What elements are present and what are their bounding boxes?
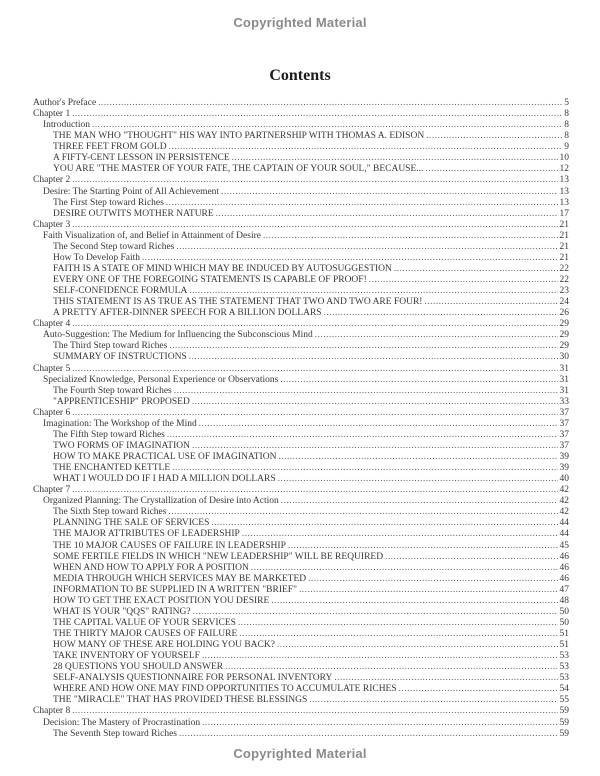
- toc-entry-title: SOME FERTILE FIELDS IN WHICH "NEW LEADERSHIP" WILL BE REQUIRED: [53, 551, 384, 562]
- toc-entry-page: 53: [559, 662, 569, 673]
- dot-leader: [324, 307, 558, 318]
- toc-entry-title: The First Step toward Riches: [53, 197, 164, 208]
- toc-entry-page: 37: [559, 407, 569, 418]
- toc-entry-title: MEDIA THROUGH WHICH SERVICES MAY BE MARKETED: [53, 573, 307, 584]
- toc-entry: [33, 396, 569, 407]
- toc-entry: [33, 174, 569, 185]
- toc-entry: [33, 385, 569, 396]
- toc-entry-page: 37: [559, 440, 569, 451]
- toc-entry-page: 50: [559, 617, 569, 628]
- toc-entry-page: 29: [559, 341, 569, 352]
- toc-entry-title: PLANNING THE SALE OF SERVICES: [53, 518, 210, 529]
- toc-entry-page: 9: [564, 142, 569, 153]
- toc-entry: [33, 595, 569, 606]
- toc-entry-page: 24: [559, 297, 569, 308]
- toc-entry: [33, 141, 569, 152]
- toc-entry-title: Specialized Knowledge, Personal Experience or Observations: [43, 374, 279, 385]
- toc-entry-title: Organized Planning: The Crystallization of Desire into Action: [43, 496, 279, 507]
- toc-entry-page: 53: [559, 651, 569, 662]
- toc-entry: [33, 628, 569, 639]
- toc-entry: [33, 285, 569, 296]
- toc-entry-title: HOW TO GET THE EXACT POSITION YOU DESIRE: [53, 595, 270, 606]
- toc-entry-page: 22: [559, 263, 569, 274]
- toc-entry-page: 22: [559, 275, 569, 285]
- toc-entry: [33, 473, 569, 484]
- toc-entry-page: 8: [564, 109, 569, 120]
- toc-entry-title: A FIFTY-CENT LESSON IN PERSISTENCE: [53, 153, 230, 164]
- toc-entry-title: Chapter 6: [33, 407, 71, 418]
- copyright-notice-top: Copyrighted Material: [233, 15, 367, 30]
- dot-leader: [211, 517, 557, 528]
- dot-leader: [72, 108, 562, 119]
- dot-leader: [369, 274, 558, 285]
- toc-entry-title: The Fourth Step toward Riches: [53, 385, 172, 396]
- dot-leader: [280, 374, 557, 385]
- toc-entry: [33, 418, 569, 429]
- toc-entry: [33, 108, 569, 119]
- toc-entry-page: 17: [559, 208, 569, 219]
- toc-entry: [33, 717, 569, 728]
- toc-entry-page: 5: [564, 98, 569, 108]
- toc-entry: [33, 130, 569, 141]
- toc-entry: [33, 617, 569, 628]
- dot-leader: [169, 141, 563, 152]
- toc-entry-title: TAKE INVENTORY OF YOURSELF: [53, 651, 200, 662]
- toc-entry-title: FAITH IS A STATE OF MIND WHICH MAY BE INDUCED BY AUTOSUGGESTION: [53, 263, 392, 274]
- toc-entry: [33, 672, 569, 683]
- toc-entry: [33, 551, 569, 562]
- toc-entry-title: WHAT IS YOUR "QQS" RATING?: [53, 606, 191, 617]
- toc-entry: [33, 584, 569, 595]
- toc-entry-page: 21: [559, 252, 569, 263]
- toc-entry: [33, 186, 569, 197]
- toc-entry-page: 8: [564, 120, 569, 131]
- toc-entry-title: TWO FORMS OF IMAGINATION: [53, 440, 190, 451]
- dot-leader: [238, 617, 558, 628]
- toc-entry-title: THE MAN WHO "THOUGHT" HIS WAY INTO PARTNERSHIP WITH THOMAS A. EDISON: [53, 131, 425, 142]
- toc-entry-title: THE CAPITAL VALUE OF YOUR SERVICES: [53, 617, 236, 628]
- toc-entry-title: THIS STATEMENT IS AS TRUE AS THE STATEMENT THAT TWO AND TWO ARE FOUR!: [53, 297, 423, 308]
- dot-leader: [72, 318, 557, 329]
- toc-entry: [33, 694, 569, 705]
- toc-entry: [33, 462, 569, 473]
- toc-entry-title: Chapter 3: [33, 219, 71, 230]
- toc-entry: [33, 197, 569, 208]
- toc-entry-page: 10: [559, 153, 569, 164]
- toc-entry-title: The Sixth Step toward Riches: [53, 507, 167, 518]
- toc-entry: [33, 263, 569, 274]
- toc-entry: [33, 163, 569, 174]
- toc-entry-page: 21: [559, 230, 569, 241]
- dot-leader: [192, 396, 558, 407]
- toc-entry-page: 45: [559, 540, 569, 551]
- dot-leader: [278, 473, 558, 484]
- dot-leader: [98, 97, 562, 108]
- toc-entry-page: 30: [559, 352, 569, 363]
- toc-entry: [33, 650, 569, 661]
- dot-leader: [189, 285, 557, 296]
- toc-entry-page: 59: [559, 717, 569, 728]
- toc-entry-page: 13: [559, 197, 569, 208]
- toc-entry-title: The Fifth Step toward Riches: [53, 429, 165, 440]
- toc-entry: [33, 540, 569, 551]
- toc-entry: [33, 152, 569, 163]
- dot-leader: [308, 573, 557, 584]
- toc-entry-page: 48: [559, 595, 569, 606]
- dot-leader: [167, 429, 558, 440]
- toc-entry-title: Introduction: [43, 120, 90, 131]
- dot-leader: [299, 584, 558, 595]
- toc-entry-title: Chapter 4: [33, 319, 71, 330]
- toc-entry-page: 53: [559, 673, 569, 684]
- dot-leader: [221, 186, 557, 197]
- toc-entry-page: 39: [559, 463, 569, 474]
- dot-leader: [174, 385, 558, 396]
- toc-entry-title: Decision: The Mastery of Procrastination: [43, 717, 201, 728]
- dot-leader: [169, 340, 557, 351]
- dot-leader: [424, 296, 557, 307]
- toc-entry-title: Chapter 1: [33, 109, 71, 120]
- toc-entry: [33, 241, 569, 252]
- dot-leader: [232, 152, 558, 163]
- toc-entry-page: 39: [559, 452, 569, 462]
- toc-entry-page: 44: [559, 529, 569, 540]
- toc-entry-page: 46: [559, 573, 569, 584]
- toc-entry: [33, 661, 569, 672]
- dot-leader: [202, 650, 558, 661]
- dot-leader: [277, 639, 558, 650]
- toc-entry: [33, 363, 569, 374]
- toc-entry: [33, 340, 569, 351]
- toc-entry-page: 13: [559, 175, 569, 186]
- dot-leader: [239, 628, 557, 639]
- toc-entry-page: 40: [559, 474, 569, 485]
- toc-entry: [33, 274, 569, 285]
- dot-leader: [179, 728, 557, 739]
- dot-leader: [281, 495, 558, 506]
- toc-entry-page: 37: [559, 429, 569, 440]
- toc-entry-title: Desire: The Starting Point of All Achievement: [43, 186, 220, 197]
- toc-entry: [33, 451, 569, 462]
- dot-leader: [172, 462, 557, 473]
- toc-entry-title: SELF-CONFIDENCE FORMULA: [53, 286, 188, 297]
- dot-leader: [166, 197, 558, 208]
- dot-leader: [199, 418, 558, 429]
- toc-entry: [33, 429, 569, 440]
- toc-entry-page: 46: [559, 562, 569, 573]
- toc-entry-page: 47: [559, 584, 569, 595]
- toc-entry: [33, 440, 569, 451]
- toc-entry-title: HOW MANY OF THESE ARE HOLDING YOU BACK?: [53, 640, 275, 651]
- dot-leader: [251, 562, 558, 573]
- toc-entry: [33, 374, 569, 385]
- dot-leader: [142, 252, 557, 263]
- dot-leader: [399, 683, 558, 694]
- toc-entry-title: Chapter 2: [33, 175, 71, 186]
- dot-leader: [192, 440, 558, 451]
- toc-entry-title: Faith Visualization of, and Belief in Attainment of Desire: [43, 230, 261, 241]
- dot-leader: [288, 540, 558, 551]
- toc-entry: [33, 252, 569, 263]
- toc-entry-page: 54: [559, 684, 569, 695]
- dot-leader: [242, 528, 558, 539]
- toc-entry-page: 33: [559, 396, 569, 407]
- toc-entry: [33, 606, 569, 617]
- toc-entry-page: 29: [559, 330, 569, 341]
- toc-entry: [33, 562, 569, 573]
- toc-entry: [33, 230, 569, 241]
- toc-entry-title: Chapter 7: [33, 485, 71, 496]
- toc-entry-title: Chapter 5: [33, 363, 71, 374]
- toc-entry: [33, 506, 569, 517]
- toc-entry-title: Chapter 8: [33, 706, 71, 717]
- toc-entry-title: THE ENCHANTED KETTLE: [53, 463, 171, 474]
- dot-leader: [334, 672, 557, 683]
- toc-entry-page: 12: [559, 164, 569, 175]
- toc-entry-page: 8: [564, 131, 569, 142]
- toc-entry-page: 55: [559, 695, 569, 706]
- dot-leader: [168, 506, 557, 517]
- dot-leader: [176, 241, 557, 252]
- toc-entry-title: SELF-ANALYSIS QUESTIONNAIRE FOR PERSONAL INVENTORY: [53, 673, 333, 684]
- toc-entry-title: The Second Step toward Riches: [53, 241, 175, 252]
- toc-entry-page: 59: [559, 706, 569, 717]
- dot-leader: [202, 717, 557, 728]
- toc-entry-page: 21: [559, 219, 569, 230]
- toc-entry-page: 31: [559, 374, 569, 385]
- dot-leader: [72, 407, 557, 418]
- toc-entry-page: 26: [559, 308, 569, 319]
- toc-entry: [33, 517, 569, 528]
- dot-leader: [225, 661, 557, 672]
- toc-entry: [33, 484, 569, 495]
- toc-entry-page: 31: [559, 363, 569, 374]
- toc-entry-page: 51: [559, 629, 569, 639]
- toc-entry-title: YOU ARE "THE MASTER OF YOUR FATE, THE CAPTAIN OF YOUR SOUL," BECAUSE...: [53, 164, 424, 175]
- toc-entry: [33, 97, 569, 108]
- toc-entry-page: 31: [559, 385, 569, 396]
- dot-leader: [263, 230, 558, 241]
- toc-entry-page: 21: [559, 241, 569, 252]
- dot-leader: [72, 484, 557, 495]
- toc-entry-title: 28 QUESTIONS YOU SHOULD ANSWER: [53, 662, 224, 673]
- toc-entry-title: "APPRENTICESHIP" PROPOSED: [53, 396, 190, 407]
- toc-entry: [33, 318, 569, 329]
- toc-entry-page: 37: [559, 418, 569, 429]
- toc-entry: [33, 351, 569, 362]
- toc-entry-title: THE 10 MAJOR CAUSES OF FAILURE IN LEADERSHIP: [53, 540, 286, 551]
- toc-entry-page: 59: [559, 728, 569, 739]
- toc-entry: [33, 639, 569, 650]
- toc-entry-page: 50: [559, 606, 569, 617]
- toc-entry-title: How To Develop Faith: [53, 252, 141, 263]
- dot-leader: [425, 163, 557, 174]
- dot-leader: [394, 263, 558, 274]
- toc-entry: [33, 307, 569, 318]
- toc-entry-title: Author's Preface: [33, 98, 97, 108]
- dot-leader: [72, 363, 557, 374]
- toc-entry: [33, 528, 569, 539]
- toc-entry: [33, 219, 569, 230]
- toc-entry-title: THE THIRTY MAJOR CAUSES OF FAILURE: [53, 629, 238, 639]
- toc-entry-page: 29: [559, 319, 569, 330]
- toc-entry-title: DESIRE OUTWITS MOTHER NATURE: [53, 208, 214, 219]
- toc-entry: [33, 728, 569, 739]
- toc-list: [33, 97, 569, 739]
- toc-entry-page: 46: [559, 551, 569, 562]
- toc-entry: [33, 119, 569, 130]
- toc-entry: [33, 573, 569, 584]
- toc-entry-title: WHERE AND HOW ONE MAY FIND OPPORTUNITIES TO ACCUMULATE RICHES: [53, 684, 397, 695]
- toc-entry: [33, 329, 569, 340]
- dot-leader: [72, 705, 557, 716]
- toc-entry-page: 42: [559, 485, 569, 496]
- dot-leader: [271, 595, 557, 606]
- dot-leader: [216, 208, 558, 219]
- toc-entry: [33, 705, 569, 716]
- toc-entry: [33, 495, 569, 506]
- dot-leader: [385, 551, 557, 562]
- toc-entry-title: HOW TO MAKE PRACTICAL USE OF IMAGINATION: [53, 452, 277, 462]
- toc-entry: [33, 296, 569, 307]
- toc-entry-page: 42: [559, 496, 569, 507]
- toc-entry-title: The Third Step toward Riches: [53, 341, 168, 352]
- toc-entry-title: WHEN AND HOW TO APPLY FOR A POSITION: [53, 562, 249, 573]
- page-title: Contents: [269, 67, 331, 84]
- dot-leader: [315, 329, 558, 340]
- toc-entry-title: WHAT I WOULD DO IF I HAD A MILLION DOLLARS: [53, 474, 276, 485]
- toc-entry-title: EVERY ONE OF THE FOREGOING STATEMENTS IS CAPABLE OF PROOF!: [53, 275, 367, 285]
- dot-leader: [309, 694, 557, 705]
- dot-leader: [92, 119, 562, 130]
- dot-leader: [189, 351, 558, 362]
- dot-leader: [278, 451, 557, 462]
- toc-entry-page: 23: [559, 286, 569, 297]
- toc-entry-title: A PRETTY AFTER-DINNER SPEECH FOR A BILLION DOLLARS: [53, 308, 322, 319]
- toc-entry-title: The Seventh Step toward Riches: [53, 728, 178, 739]
- dot-leader: [72, 219, 557, 230]
- dot-leader: [72, 174, 557, 185]
- toc-entry-title: Imagination: The Workshop of the Mind: [43, 418, 197, 429]
- dot-leader: [193, 606, 558, 617]
- toc-entry-page: 51: [559, 640, 569, 651]
- toc-entry-page: 44: [559, 518, 569, 529]
- toc-entry-page: 13: [559, 186, 569, 197]
- toc-entry-title: THE "MIRACLE" THAT HAS PROVIDED THESE BLESSINGS: [53, 695, 308, 706]
- toc-entry: [33, 208, 569, 219]
- copyright-notice-bottom: Copyrighted Material: [233, 746, 367, 761]
- toc-entry-title: THE MAJOR ATTRIBUTES OF LEADERSHIP: [53, 529, 240, 540]
- toc-entry-title: INFORMATION TO BE SUPPLIED IN A WRITTEN "BRIEF": [53, 584, 297, 595]
- toc-entry: [33, 407, 569, 418]
- toc-entry-title: Auto-Suggestion: The Medium for Influencing the Subconscious Mind: [43, 330, 313, 341]
- toc-entry-title: SUMMARY OF INSTRUCTIONS: [53, 352, 187, 363]
- toc-entry-page: 42: [559, 507, 569, 518]
- dot-leader: [426, 130, 562, 141]
- toc-entry: [33, 683, 569, 694]
- toc-entry-title: THREE FEET FROM GOLD: [53, 142, 167, 153]
